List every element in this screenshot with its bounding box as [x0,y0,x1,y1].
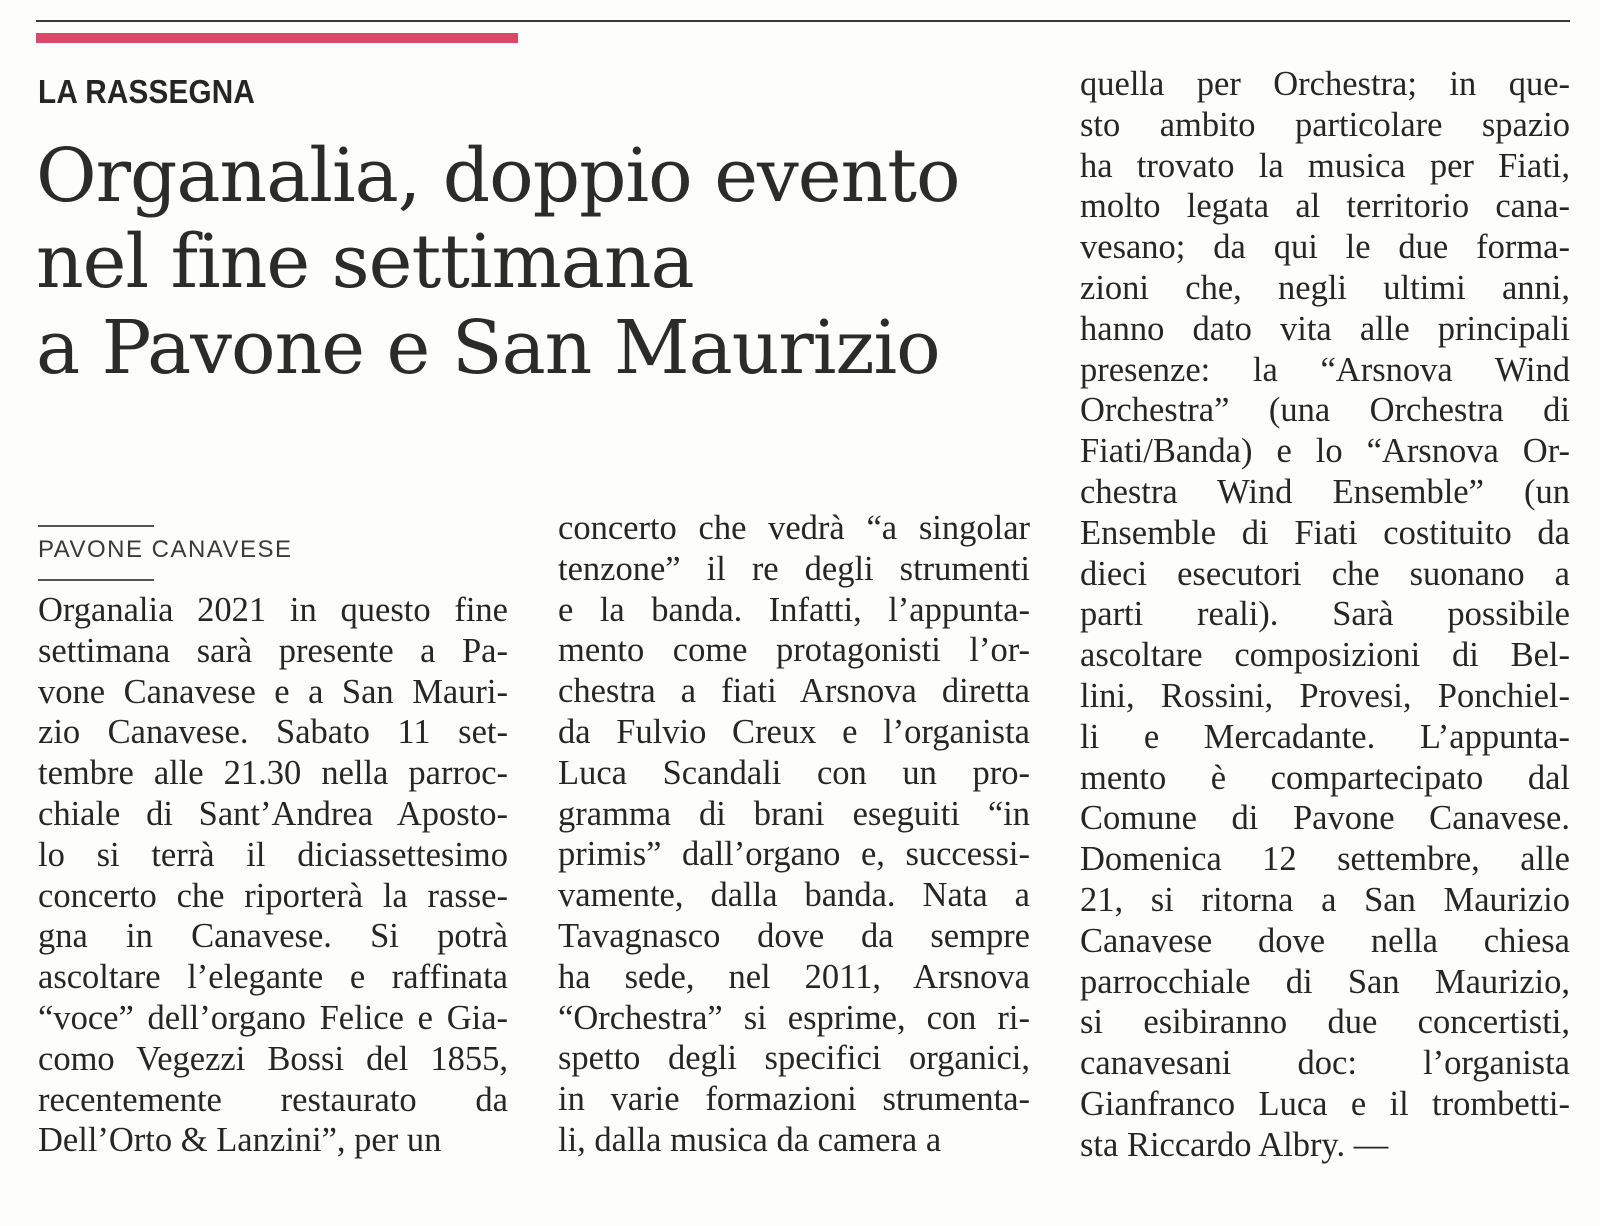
text-line: lini, Rossini, Provesi, Ponchiel- [1080,676,1570,715]
text-line: ha trovato la musica per Fiati, [1080,146,1570,185]
text-line: chestra a fiati Arsnova diretta [558,672,1030,711]
text-line: Luca Scandali con un pro- [558,753,1030,792]
text-line: spetto degli specifici organici, [558,1039,1030,1078]
text-line: sta Riccardo Albry. — [1080,1125,1389,1164]
text-line: canavesani doc: l’organista [1080,1044,1570,1083]
text-line: Ensemble di Fiati costituito da [1080,513,1570,552]
dateline: PAVONE CANAVESE [38,536,293,563]
text-line: tenzone” il re degli strumenti [558,549,1030,588]
text-line: e la banda. Infatti, l’appunta- [558,590,1030,629]
text-line: quella per Orchestra; in que- [1080,65,1570,103]
text-line: vone Canavese e a San Mauri- [38,672,508,711]
text-line: 21, si ritorna a San Maurizio [1080,880,1570,919]
text-line: Domenica 12 settembre, alle [1080,840,1570,879]
text-line: Orchestra” (una Orchestra di [1080,391,1570,430]
text-line: chestra Wind Ensemble” (un [1080,472,1570,511]
text-line: zio Canavese. Sabato 11 set- [38,713,508,752]
text-line: molto legata al territorio cana- [1080,187,1570,226]
text-line: concerto che vedrà “a singolar [558,509,1030,547]
headline-line: a Pavone e San Maurizio [36,305,940,391]
text-line: lo si terrà il diciassettesimo [38,835,508,874]
text-line: zioni che, negli ultimi anni, [1080,268,1570,307]
text-line: Comune di Pavone Canavese. [1080,799,1570,838]
text-line: Tavagnasco dove da sempre [558,916,1030,955]
text-line: settimana sarà presente a Pa- [38,631,508,670]
text-line: gramma di brani eseguiti “in [558,794,1030,833]
body-column-2 [558,508,1030,1161]
text-line: Fiati/Banda) e lo “Arsnova Or- [1080,432,1570,471]
text-line: da Fulvio Creux e l’organista [558,712,1030,751]
text-line: Dell’Orto & Lanzini”, per un [38,1121,442,1160]
text-line: gna in Canavese. Si potrà [38,917,508,956]
text-line: chiale di Sant’Andrea Aposto- [38,794,508,833]
headline-line: nel fine settimana [36,219,694,305]
text-line: si esibiranno due concertisti, [1080,1003,1570,1042]
body-column-1 [38,590,508,1161]
top-rule [36,20,1570,22]
text-line: recentemente restaurato da [38,1080,508,1119]
text-line: Gianfranco Luca e il trombetti- [1080,1084,1570,1123]
text-line: vamente, dalla banda. Nata a [558,876,1030,915]
text-line: presenze: la “Arsnova Wind [1080,350,1570,389]
headline [36,133,960,391]
section-accent-bar [36,33,518,43]
text-line: hanno dato vita alle principali [1080,309,1570,348]
text-line: vesano; da qui le due forma- [1080,228,1570,267]
body-column-3 [1080,64,1570,1166]
headline-line: Organalia, doppio evento [36,133,960,219]
dateline-rule-top [38,525,154,527]
text-line: Canavese dove nella chiesa [1080,921,1570,960]
text-line: in varie formazioni strumenta- [558,1080,1030,1119]
text-line: mento è compartecipato dal [1080,758,1570,797]
text-line: concerto che riporterà la rasse- [38,876,508,915]
text-line: sto ambito particolare spazio [1080,105,1570,144]
text-line: “Orchestra” si esprime, con ri- [558,998,1030,1037]
text-line: “voce” dell’organo Felice e Gia- [38,998,508,1037]
text-line: Organalia 2021 in questo fine [38,591,508,629]
section-kicker: LA RASSEGNA [38,73,256,110]
text-line: parrocchiale di San Maurizio, [1080,962,1570,1001]
text-line: parti reali). Sarà possibile [1080,595,1570,634]
text-line: ascoltare composizioni di Bel- [1080,636,1570,675]
text-line: dieci esecutori che suonano a [1080,554,1570,593]
text-line: li, dalla musica da camera a [558,1120,942,1159]
text-line: li e Mercadante. L’appunta- [1080,717,1570,756]
text-line: ha sede, nel 2011, Arsnova [558,957,1030,996]
text-line: como Vegezzi Bossi del 1855, [38,1039,508,1078]
dateline-rule-bottom [38,579,154,581]
text-line: mento come protagonisti l’or- [558,631,1030,670]
text-line: tembre alle 21.30 nella parroc- [38,754,508,793]
text-line: primis” dall’organo e, successi- [558,835,1030,874]
text-line: ascoltare l’elegante e raffinata [38,958,508,997]
